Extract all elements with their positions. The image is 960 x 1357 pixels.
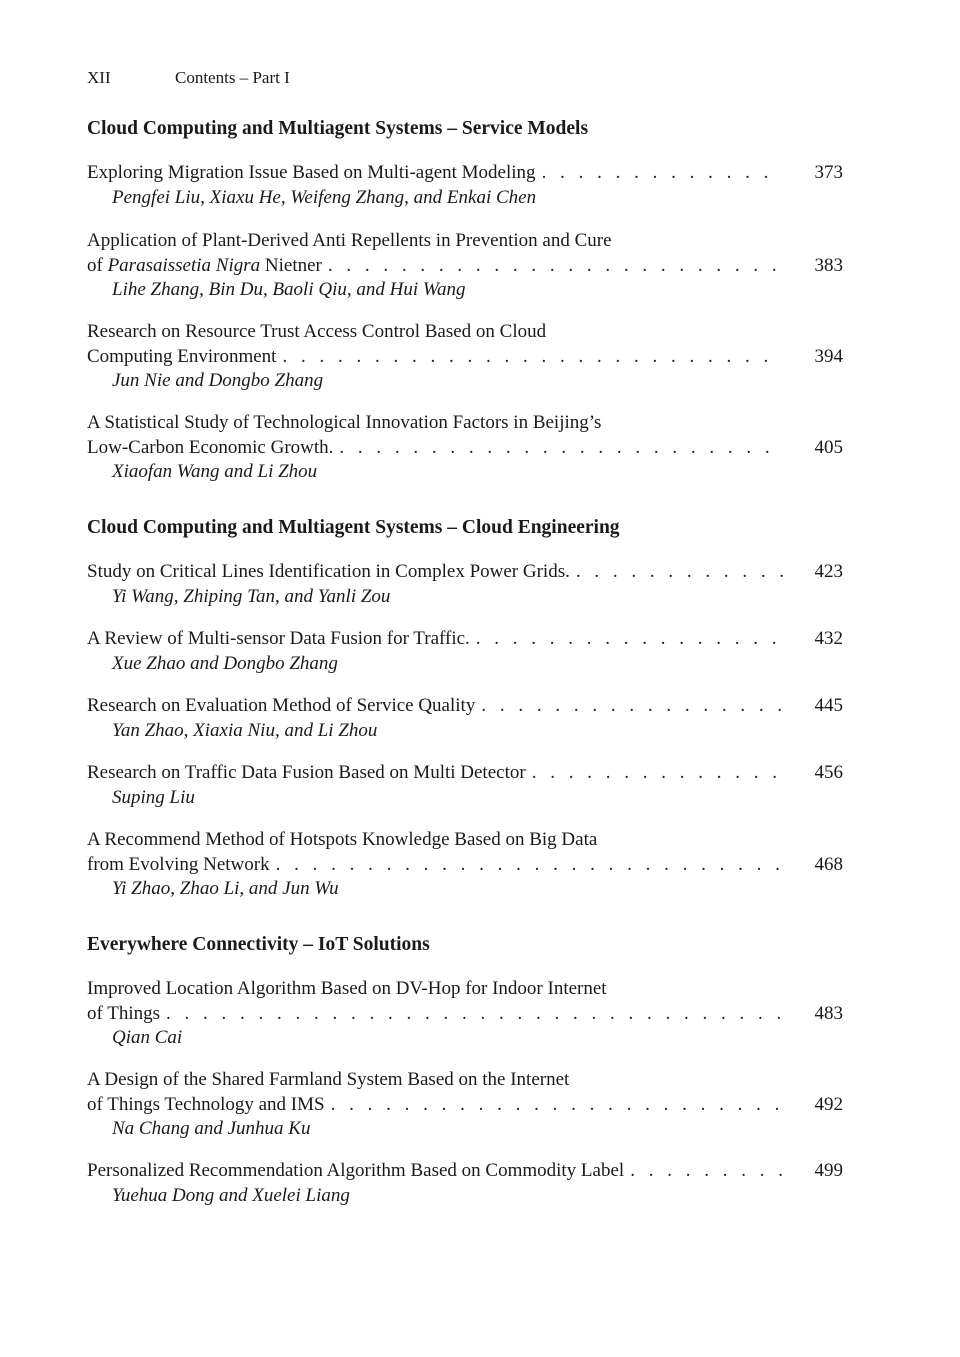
toc-entry[interactable] <box>87 320 843 394</box>
dot-leader <box>532 761 783 786</box>
entry-authors: Yi Wang, Zhiping Tan, and Yanli Zou <box>112 585 391 607</box>
section-title: Cloud Computing and Multiagent Systems – Service Models <box>87 118 589 139</box>
entry-page: 432 <box>814 628 843 649</box>
entry-authors: Xiaofan Wang and Li Zhou <box>112 461 318 482</box>
entry-authors: Suping Liu <box>112 786 195 808</box>
entry-page: 405 <box>814 436 843 458</box>
dot-leader <box>481 694 783 719</box>
dot-leader <box>166 1002 783 1027</box>
dot-leader <box>339 436 783 461</box>
dot-leader <box>328 254 783 279</box>
entry-page: 394 <box>814 345 843 367</box>
entry-authors: Lihe Zhang, Bin Du, Baoli Qiu, and Hui Wang <box>112 279 466 300</box>
entry-page: 373 <box>814 162 843 183</box>
entry-title: Research on Evaluation Method of Service Quality <box>87 695 476 716</box>
entry-authors: Yan Zhao, Xiaxia Niu, and Li Zhou <box>112 719 378 741</box>
entry-page: 423 <box>814 561 843 582</box>
entry-page: 483 <box>814 1002 843 1024</box>
entry-title: Study on Critical Lines Identification in Complex Power Grids. <box>87 561 570 582</box>
entry-authors: Qian Cai <box>112 1027 183 1048</box>
page-number: XII <box>87 68 111 87</box>
entry-title-cont: Computing Environment <box>87 345 277 367</box>
toc-entry[interactable] <box>87 761 843 810</box>
entry-page: 499 <box>814 1160 843 1181</box>
dot-leader <box>331 1093 783 1118</box>
entry-authors: Na Chang and Junhua Ku <box>112 1118 311 1139</box>
entry-title-cont: of Things <box>87 1002 161 1024</box>
entry-title: Personalized Recommendation Algorithm Based on Commodity Label <box>87 1160 625 1181</box>
entry-authors: Yi Zhao, Zhao Li, and Jun Wu <box>112 878 339 899</box>
entry-title: Application of Plant-Derived Anti Repellents in Prevention and Cure <box>87 230 612 251</box>
dot-leader <box>542 161 783 186</box>
entry-title-cont <box>87 254 322 279</box>
dot-leader <box>276 853 783 878</box>
entry-authors: Xue Zhao and Dongbo Zhang <box>112 652 338 674</box>
entry-title: A Design of the Shared Farmland System Based on the Internet <box>87 1069 570 1090</box>
toc-entry[interactable] <box>87 411 843 485</box>
entry-page: 468 <box>814 853 843 875</box>
entry-title: A Recommend Method of Hotspots Knowledge Based on Big Data <box>87 829 598 850</box>
entry-title-suffix: Nietner <box>260 254 322 276</box>
entry-title-cont: of Things Technology and IMS <box>87 1093 325 1115</box>
section-title: Everywhere Connectivity – IoT Solutions <box>87 934 430 955</box>
entry-authors: Pengfei Liu, Xiaxu He, Weifeng Zhang, and Enkai Chen <box>112 186 537 208</box>
dot-leader <box>576 560 783 585</box>
dot-leader <box>476 627 783 652</box>
toc-entry[interactable] <box>87 828 843 902</box>
entry-title-cont: from Evolving Network <box>87 853 270 875</box>
entry-title: Research on Traffic Data Fusion Based on Multi Detector <box>87 762 526 783</box>
species-name: Parasaissetia Nigra <box>107 254 261 276</box>
dot-leader <box>282 345 783 370</box>
entry-page: 456 <box>814 762 843 783</box>
entry-title: Research on Resource Trust Access Control Based on Cloud <box>87 321 547 342</box>
entry-title: Improved Location Algorithm Based on DV-Hop for Indoor Internet <box>87 978 607 999</box>
entry-title: A Statistical Study of Technological Innovation Factors in Beijing’s <box>87 412 602 433</box>
entry-page: 383 <box>814 254 843 276</box>
entry-page: 445 <box>814 695 843 716</box>
toc-entry[interactable] <box>87 1159 843 1208</box>
toc-entry[interactable] <box>87 161 843 210</box>
entry-authors: Jun Nie and Dongbo Zhang <box>112 370 324 391</box>
toc-entry[interactable] <box>87 229 843 303</box>
entry-title-prefix: of <box>87 254 108 276</box>
running-title: Contents – Part I <box>175 68 290 87</box>
entry-authors: Yuehua Dong and Xuelei Liang <box>112 1184 350 1206</box>
section-title: Cloud Computing and Multiagent Systems – Cloud Engineering <box>87 517 620 538</box>
running-head <box>87 68 290 88</box>
entry-title: Exploring Migration Issue Based on Multi-agent Modeling <box>87 162 536 183</box>
toc-entry[interactable] <box>87 977 843 1051</box>
entry-title: A Review of Multi-sensor Data Fusion for Traffic. <box>87 628 470 649</box>
dot-leader <box>630 1159 783 1184</box>
entry-title-cont: Low-Carbon Economic Growth. <box>87 436 334 458</box>
toc-entry[interactable] <box>87 694 843 743</box>
toc-entry[interactable] <box>87 1068 843 1142</box>
toc-entry[interactable] <box>87 627 843 676</box>
entry-page: 492 <box>814 1093 843 1115</box>
toc-entry[interactable] <box>87 560 843 609</box>
